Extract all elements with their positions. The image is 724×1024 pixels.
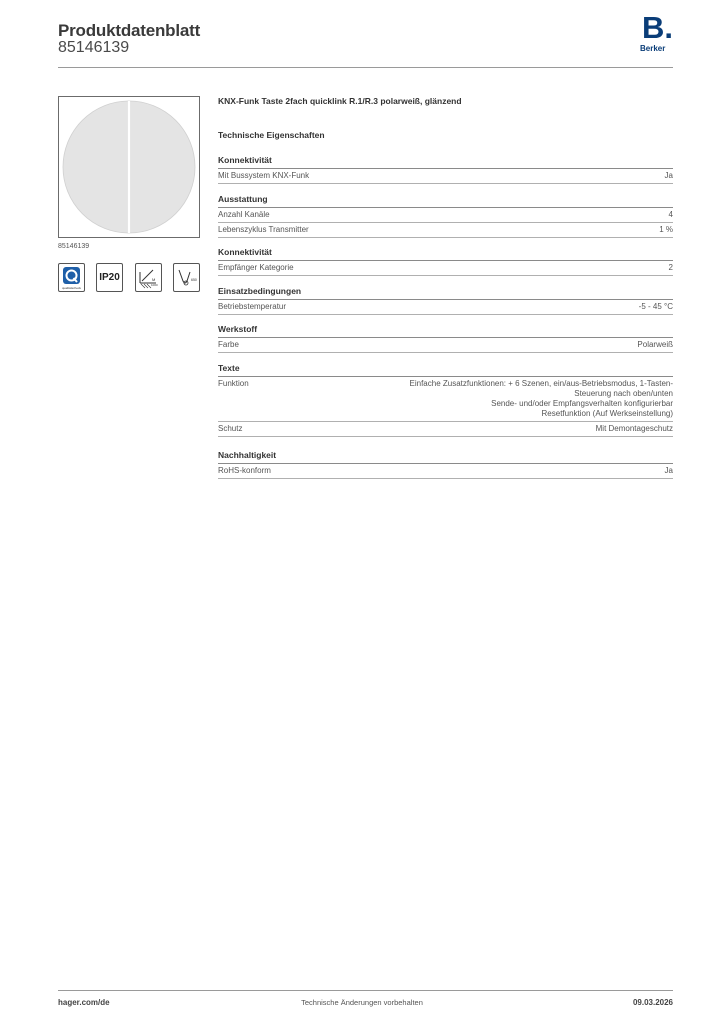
spec-key: Betriebstemperatur: [218, 302, 287, 311]
spec-key: Anzahl Kanäle: [218, 210, 270, 219]
section-title: Konnektivität: [218, 155, 673, 169]
product-image: [62, 100, 196, 234]
product-title: KNX-Funk Taste 2fach quicklink R.1/R.3 polarweiß, glänzend: [218, 96, 462, 106]
product-image-frame: [58, 96, 200, 238]
logo-letter: B.: [642, 10, 673, 45]
spec-key: Lebenszyklus Transmitter: [218, 225, 309, 234]
spec-value: [249, 379, 673, 419]
spec-key: Mit Bussystem KNX-Funk: [218, 171, 310, 180]
logo-word: Berker: [640, 44, 666, 53]
spec-value-line: Einfache Zusatzfunktionen: + 6 Szenen, ein/aus-Betriebsmodus, 1-Tasten-: [409, 379, 673, 388]
header-divider: [58, 67, 673, 68]
section-nachhaltigkeit: [218, 450, 673, 479]
section-title: Werkstoff: [218, 324, 673, 338]
quality-sublabel: qualitätscheck: [61, 286, 82, 290]
footer-date: 09.03.2026: [632, 998, 673, 1007]
spec-value: Polarweiß: [637, 340, 673, 349]
section-texte: [218, 363, 673, 437]
spec-row: [218, 169, 673, 184]
section-ausstattung: [218, 194, 673, 238]
spec-value: -5 - 45 °C: [638, 302, 673, 311]
spec-row: [218, 261, 673, 276]
berker-logo: [640, 10, 674, 56]
spec-value-line: Steuerung nach oben/unten: [574, 389, 673, 398]
spec-row: [218, 208, 673, 223]
glow-wire-label: 650: [191, 278, 197, 282]
spec-row: [218, 338, 673, 353]
tech-properties-heading: Technische Eigenschaften: [218, 130, 325, 140]
spec-key: Schutz: [218, 424, 243, 433]
section-title: Einsatzbedingungen: [218, 286, 673, 300]
mounting-icon: [135, 263, 162, 292]
image-caption: 85146139: [58, 243, 90, 250]
glow-wire-icon: [173, 263, 200, 292]
spec-key: RoHS-konform: [218, 466, 271, 475]
spec-row: [218, 422, 673, 437]
section-title: Konnektivität: [218, 247, 673, 261]
mounting-sublabel: 1000: [151, 283, 158, 287]
footer-divider: [58, 990, 673, 991]
spec-row: [218, 300, 673, 315]
spec-value: 2: [668, 263, 673, 272]
section-konnektivitaet-2: [218, 247, 673, 276]
page-title: Produktdatenblatt: [58, 21, 201, 40]
footer-website-link[interactable]: hager.com/de: [58, 998, 110, 1007]
spec-value: 1 %: [659, 225, 673, 234]
section-title: Texte: [218, 363, 673, 377]
spec-key: Funktion: [218, 379, 249, 388]
quality-seal-icon: [58, 263, 85, 292]
spec-row: [218, 223, 673, 238]
section-werkstoff: [218, 324, 673, 353]
spec-value: Mit Demontageschutz: [595, 424, 673, 433]
spec-row: [218, 464, 673, 479]
ip20-icon: [96, 263, 123, 292]
spec-value-line: Resetfunktion (Auf Werkseinstellung): [541, 409, 673, 418]
section-title: Ausstattung: [218, 194, 673, 208]
mounting-label: M: [152, 277, 156, 282]
spec-key: Farbe: [218, 340, 239, 349]
spec-key: Empfänger Kategorie: [218, 263, 294, 272]
spec-value: Ja: [664, 466, 673, 475]
section-konnektivitaet-1: [218, 155, 673, 184]
spec-value: 4: [668, 210, 673, 219]
footer-disclaimer: Technische Änderungen vorbehalten: [301, 998, 423, 1007]
spec-value: Ja: [664, 171, 673, 180]
ip20-label: IP20: [99, 272, 120, 283]
section-title: Nachhaltigkeit: [218, 450, 673, 464]
article-number: 85146139: [58, 39, 130, 56]
spec-row: [218, 377, 673, 422]
spec-value-line: Sende- und/oder Empfangsverhalten konfigurierbar: [491, 399, 673, 408]
section-einsatzbedingungen: [218, 286, 673, 315]
